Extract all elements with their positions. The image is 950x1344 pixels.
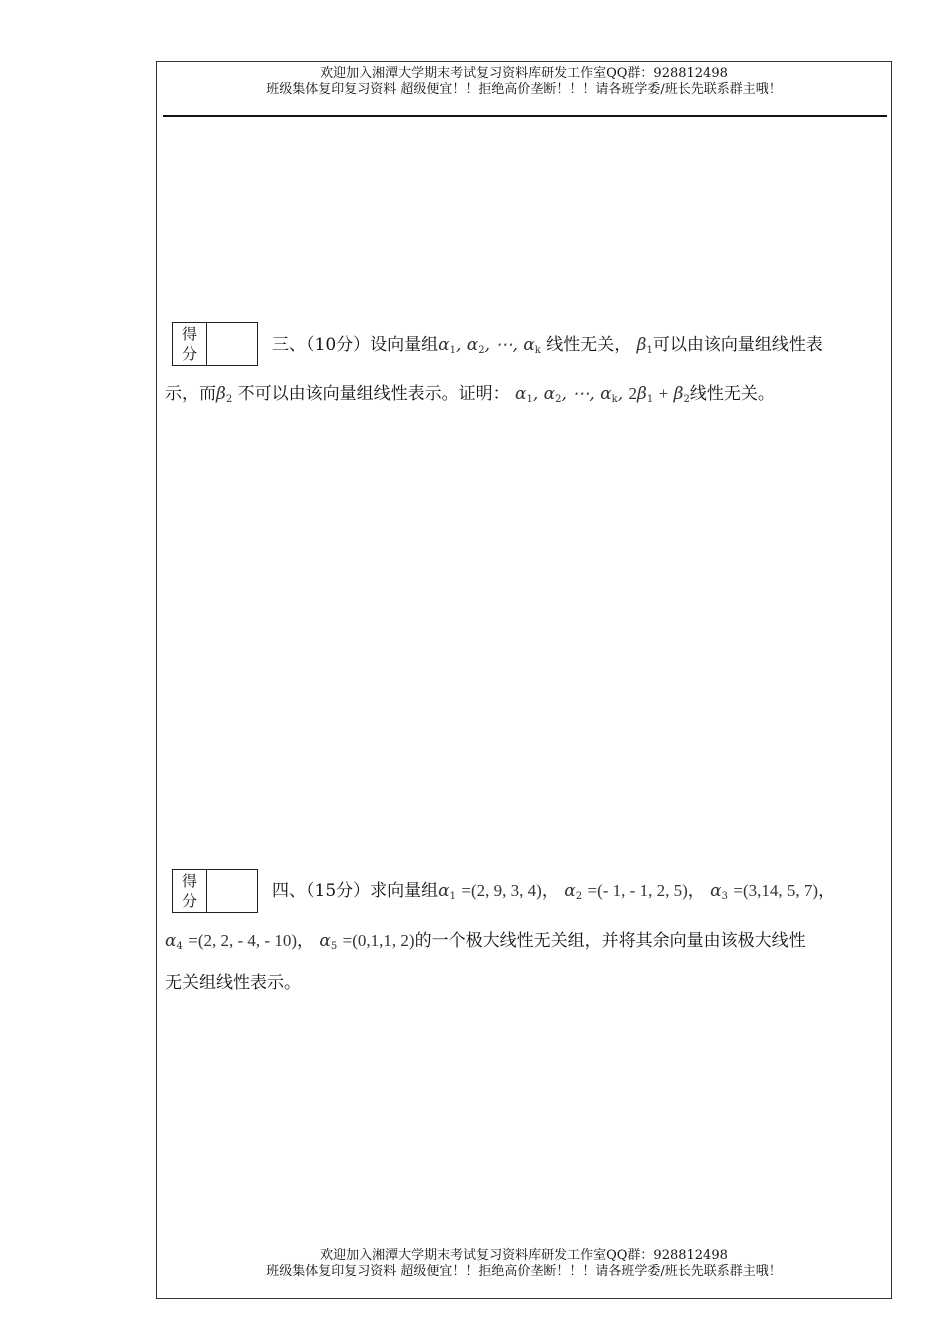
q3-text-5: 线性无关。 (689, 384, 775, 404)
score-box-q3 (172, 322, 258, 366)
q3-beta1: $\beta_1$ (631, 335, 653, 356)
q3-proof-set: $\alpha_1$, $\alpha_2$, ⋯, $\alpha_k$, $2\beta_1 + \beta_2$ (515, 384, 690, 405)
q4-alpha1: =(2, 9, 3, 4) (461, 881, 542, 900)
page-footer (156, 1248, 892, 1280)
header-line-2: 班级集体复印复习资料 超级便宜！！拒绝高价垄断！！！请各班学委/班长先联系群主哦！ (266, 82, 782, 97)
q4-alpha5: =(0,1,1, 2) (342, 931, 415, 950)
score-label-top: 得 (181, 872, 197, 890)
page-header (156, 66, 892, 98)
q3-text-1: 线性无关， (546, 335, 632, 355)
q4-alpha2: =(- 1, - 1, 2, 5) (587, 881, 688, 900)
q3-vector-list: $\alpha_1$, $\alpha_2$, ⋯, $\alpha_k$ (438, 335, 541, 356)
q4-alpha4: =(2, 2, - 4, - 10) (188, 931, 297, 950)
q3-beta2: $\beta_2$ (216, 384, 233, 405)
q4-line-2: $\alpha_4 =(2$, 2, - 4, - 10)， $\alpha_5 =(0,1,1$, 2)的一个极大线性无关组，并将其余向量由该极大线性 (165, 931, 806, 952)
q4-alpha3: =(3,14, 5, 7) (733, 881, 819, 900)
q3-text-2: 可以由该向量组线性表 (652, 335, 823, 355)
score-box-q4 (172, 869, 258, 913)
q3-text-4: 不可以由该向量组线性表示。证明： (237, 384, 510, 404)
header-line-1: 欢迎加入湘潭大学期末考试复习资料库研发工作室QQ群：928812498 (320, 66, 728, 81)
q3-line-1 (272, 333, 823, 363)
q4-line-1: 四、（15分）求向量组$\alpha_1 =(2$, 9, 3, 4)， $\alpha_2$ =(- 1, - 1, 2, 5)， $\alpha_3 =(3,14$, 5, 7)， (272, 881, 836, 902)
footer-line-1: 欢迎加入湘潭大学期末考试复习资料库研发工作室QQ群：928812498 (320, 1248, 728, 1263)
q3-line-2 (165, 382, 775, 412)
footer-line-2: 班级集体复印复习资料 超级便宜！！拒绝高价垄断！！！请各班学委/班长先联系群主哦！ (266, 1264, 782, 1279)
score-label-bottom: 分 (181, 345, 197, 363)
q3-heading: 三、（10分）设向量组 (272, 335, 439, 355)
score-label-bottom: 分 (181, 892, 197, 910)
q3-text-3: 示，而 (165, 384, 216, 404)
q4-heading: 四、（15分）求向量组 (272, 881, 439, 901)
header-rule (163, 115, 887, 117)
q4-text-1: 的一个极大线性无关组，并将其余向量由该极大线性 (414, 931, 806, 951)
q4-text-2: 无关组线性表示。 (165, 973, 301, 993)
q4-line-3 (165, 971, 301, 995)
page-border (156, 61, 892, 1299)
score-label-top: 得 (181, 325, 197, 343)
